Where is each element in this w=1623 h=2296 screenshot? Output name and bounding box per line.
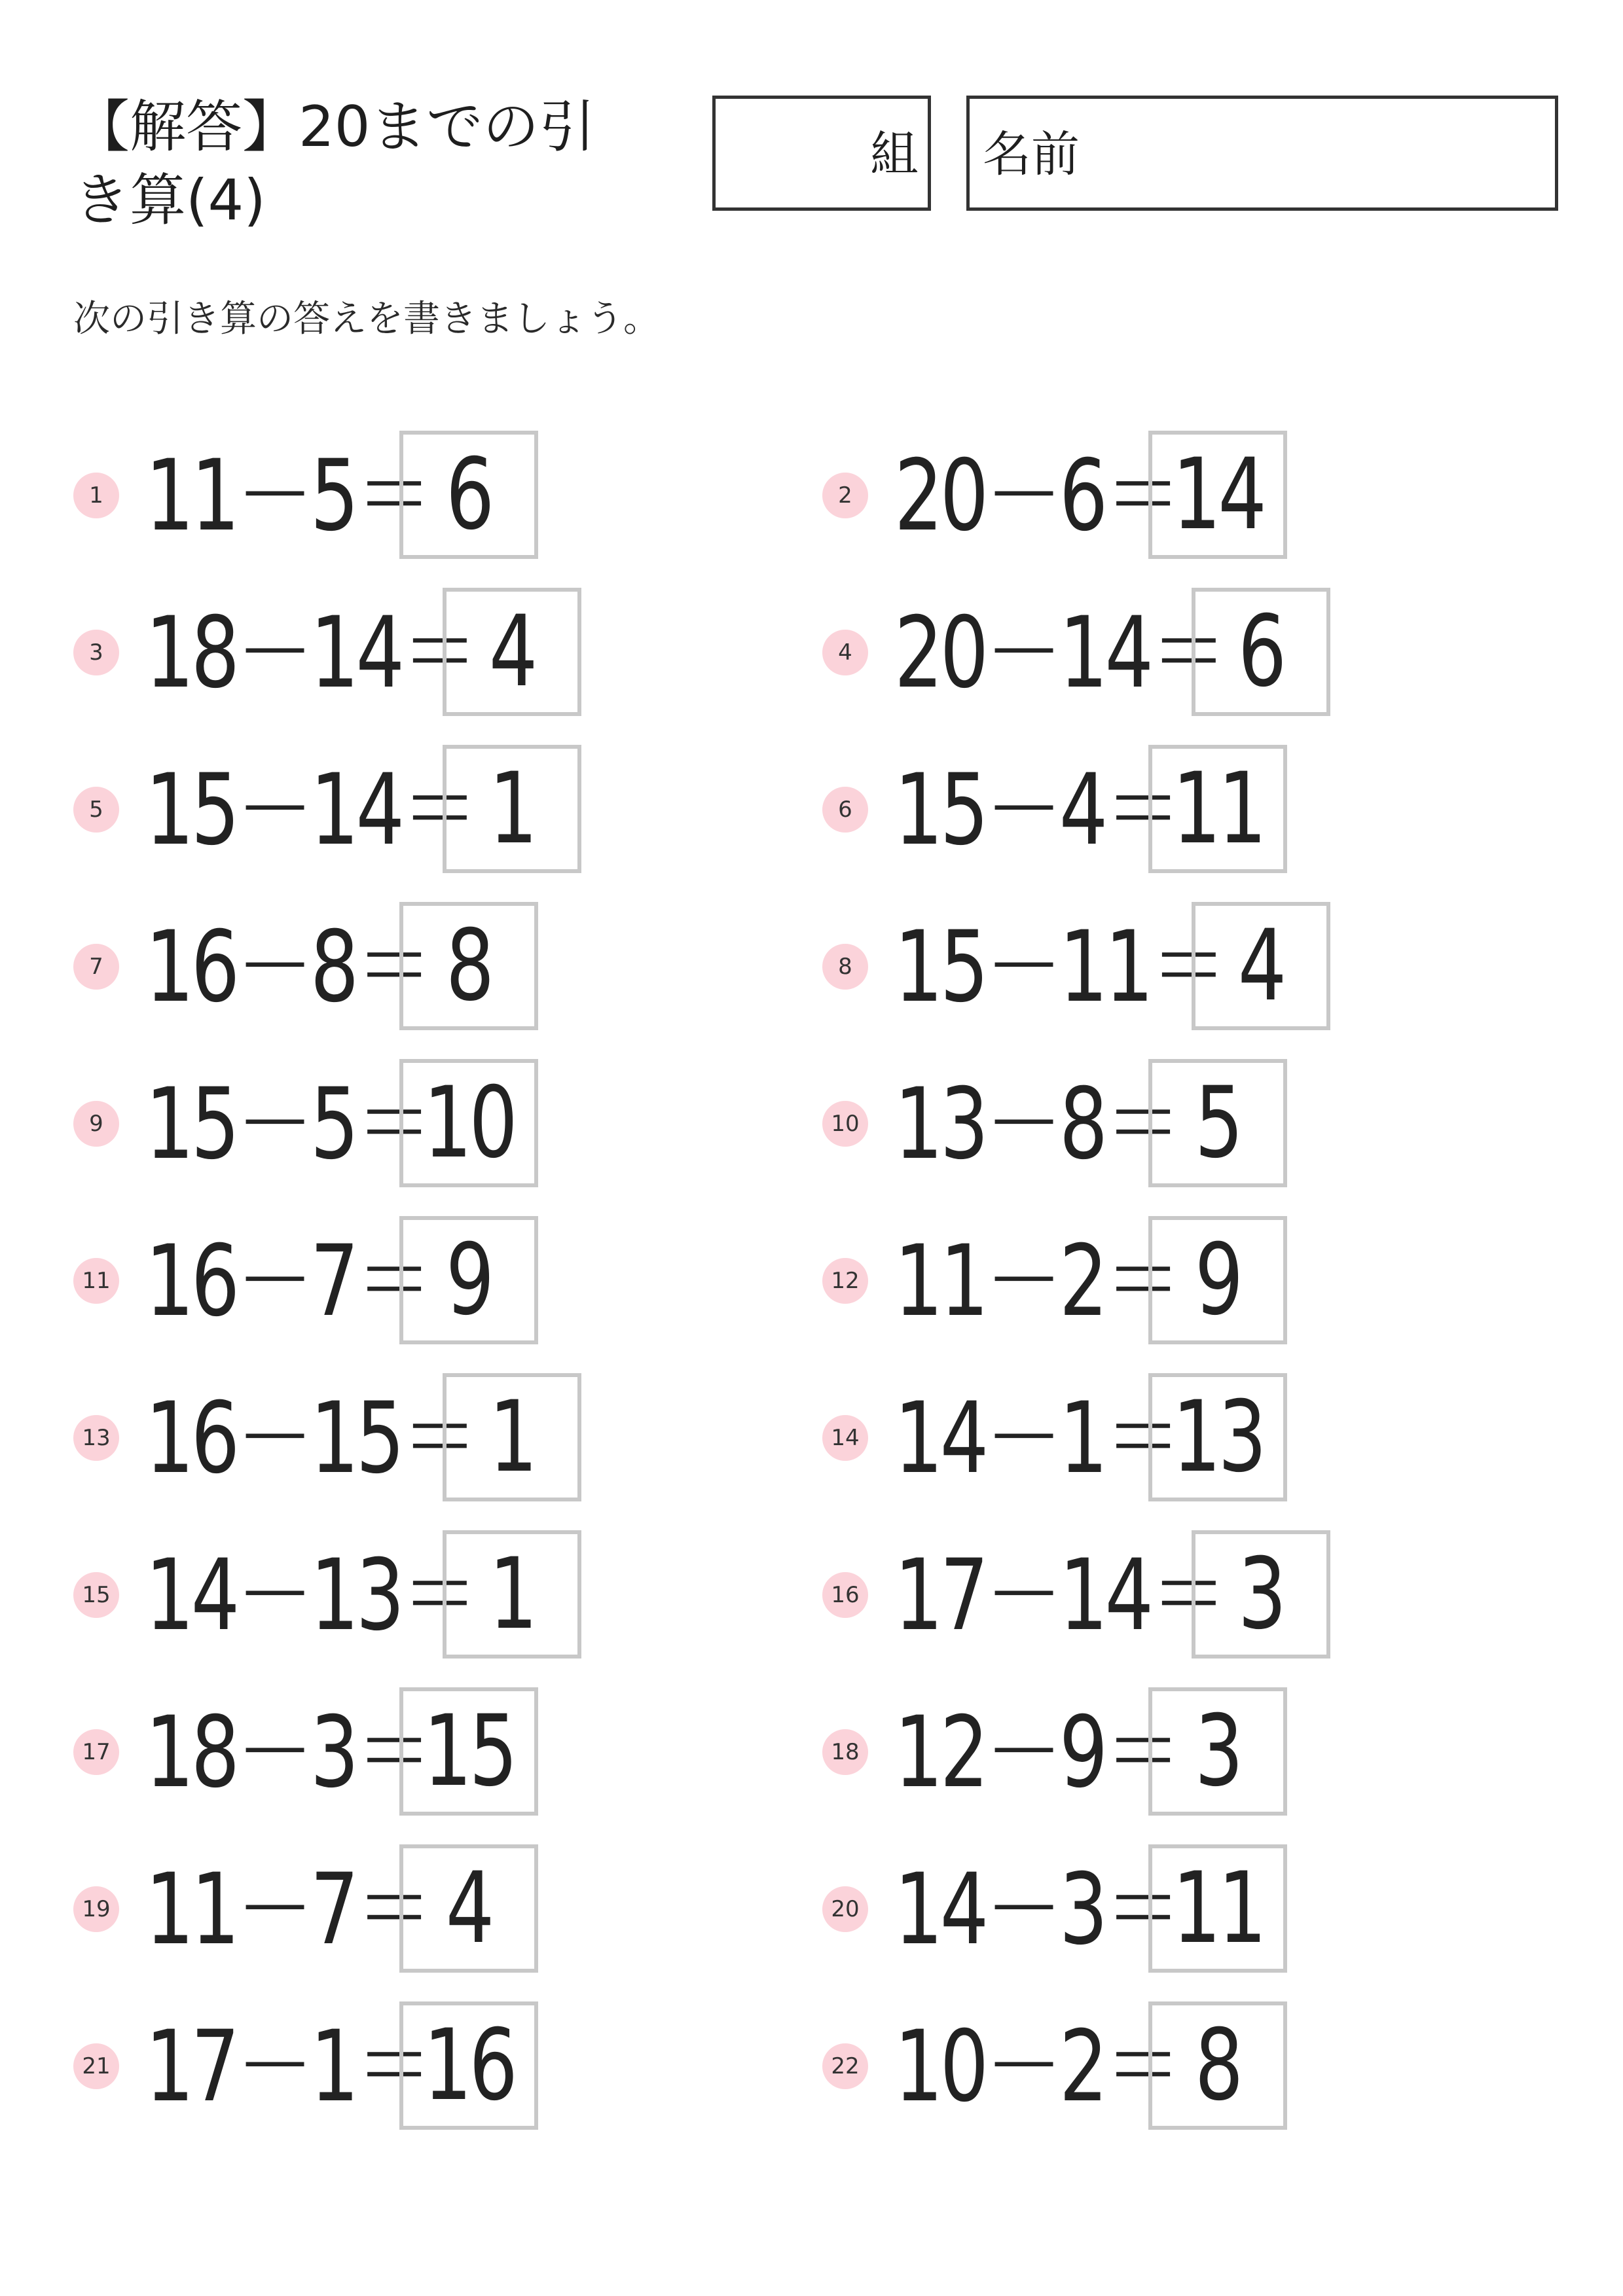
problem-expression: 16－7＝: [145, 1225, 429, 1338]
problem-number-badge: 10: [822, 1101, 868, 1147]
problem-number-badge: 12: [822, 1258, 868, 1304]
problem-number-badge: 20: [822, 1886, 868, 1932]
problem-expression: 17－14＝: [894, 1539, 1224, 1653]
problem-expression: 20－14＝: [894, 596, 1224, 710]
problem-number-badge: 18: [822, 1729, 868, 1775]
answer-value: 4: [489, 595, 535, 709]
problem-expression: 20－6＝: [894, 439, 1178, 553]
answer-value: 13: [1172, 1380, 1264, 1494]
answer-value: 11: [1172, 1852, 1264, 1965]
answer-box[interactable]: [1192, 902, 1330, 1030]
title-line-2: き算(4): [73, 168, 266, 233]
problem-expression: 16－15＝: [145, 1382, 475, 1496]
answer-value: 8: [446, 909, 492, 1023]
answer-box[interactable]: [399, 1844, 538, 1973]
problem-number-badge: 17: [73, 1729, 119, 1775]
answer-box[interactable]: [399, 2001, 538, 2130]
problem-number-badge: 14: [822, 1415, 868, 1461]
answer-box[interactable]: [443, 1530, 581, 1659]
answer-value: 15: [423, 1695, 515, 1808]
title-line-1: 【解答】20までの引: [73, 94, 596, 160]
answer-box[interactable]: [399, 1059, 538, 1187]
problem-expression: 10－2＝: [894, 2010, 1178, 2124]
problem-expression: 15－11＝: [894, 910, 1224, 1024]
answer-box[interactable]: [443, 1373, 581, 1501]
problem-expression: 18－3＝: [145, 1696, 429, 1810]
problem-expression: 15－5＝: [145, 1067, 429, 1181]
answer-box[interactable]: [1148, 1687, 1287, 1816]
answer-value: 1: [489, 752, 535, 866]
answer-value: 6: [1238, 595, 1284, 709]
problem-number-badge: 6: [822, 787, 868, 833]
answer-box[interactable]: [399, 431, 538, 559]
answer-box[interactable]: [1148, 1216, 1287, 1344]
answer-box[interactable]: [1148, 2001, 1287, 2130]
answer-value: 1: [489, 1380, 535, 1494]
problem-number-badge: 5: [73, 787, 119, 833]
problem-number-badge: 22: [822, 2043, 868, 2089]
problem-number-badge: 19: [73, 1886, 119, 1932]
answer-box[interactable]: [399, 902, 538, 1030]
answer-value: 3: [1195, 1695, 1241, 1808]
problem-expression: 14－13＝: [145, 1539, 475, 1653]
problem-expression: 16－8＝: [145, 910, 429, 1024]
problem-number-badge: 9: [73, 1101, 119, 1147]
problem-expression: 17－1＝: [145, 2010, 429, 2124]
problem-expression: 15－14＝: [145, 753, 475, 867]
answer-value: 10: [423, 1066, 515, 1180]
problem-number-badge: 11: [73, 1258, 119, 1304]
answer-value: 11: [1172, 752, 1264, 866]
answer-value: 9: [446, 1223, 492, 1337]
problem-expression: 18－14＝: [145, 596, 475, 710]
answer-box[interactable]: [443, 745, 581, 873]
problem-expression: 15－4＝: [894, 753, 1178, 867]
problem-expression: 11－7＝: [145, 1853, 429, 1967]
problem-number-badge: 15: [73, 1572, 119, 1618]
answer-box[interactable]: [443, 588, 581, 716]
problem-expression: 13－8＝: [894, 1067, 1178, 1181]
problem-number-badge: 21: [73, 2043, 119, 2089]
answer-box[interactable]: [1148, 1059, 1287, 1187]
answer-box[interactable]: [399, 1216, 538, 1344]
answer-value: 6: [446, 438, 492, 552]
answer-value: 4: [446, 1852, 492, 1965]
problem-expression: 14－1＝: [894, 1382, 1178, 1496]
answer-value: 8: [1195, 2009, 1241, 2123]
answer-value: 1: [489, 1537, 535, 1651]
problem-number-badge: 16: [822, 1572, 868, 1618]
problem-number-badge: 2: [822, 473, 868, 518]
answer-box[interactable]: [399, 1687, 538, 1816]
answer-value: 5: [1195, 1066, 1241, 1180]
problem-expression: 11－5＝: [145, 439, 429, 553]
answer-box[interactable]: [1148, 1844, 1287, 1973]
problem-expression: 14－3＝: [894, 1853, 1178, 1967]
problem-number-badge: 4: [822, 630, 868, 675]
problem-number-badge: 8: [822, 944, 868, 990]
answer-value: 9: [1195, 1223, 1241, 1337]
instruction-text: 次の引き算の答えを書きましょう。: [73, 298, 660, 340]
problem-expression: 12－9＝: [894, 1696, 1178, 1810]
problem-number-badge: 1: [73, 473, 119, 518]
answer-value: 4: [1238, 909, 1284, 1023]
problem-number-badge: 7: [73, 944, 119, 990]
answer-box[interactable]: [1148, 745, 1287, 873]
answer-value: 16: [423, 2009, 515, 2123]
name-label: 名前: [983, 126, 1080, 183]
answer-value: 3: [1238, 1537, 1284, 1651]
answer-box[interactable]: [1148, 431, 1287, 559]
problem-number-badge: 3: [73, 630, 119, 675]
answer-value: 14: [1172, 438, 1264, 552]
answer-box[interactable]: [1192, 588, 1330, 716]
class-label: 組: [870, 126, 919, 183]
answer-box[interactable]: [1192, 1530, 1330, 1659]
problem-expression: 11－2＝: [894, 1225, 1178, 1338]
answer-box[interactable]: [1148, 1373, 1287, 1501]
problem-number-badge: 13: [73, 1415, 119, 1461]
